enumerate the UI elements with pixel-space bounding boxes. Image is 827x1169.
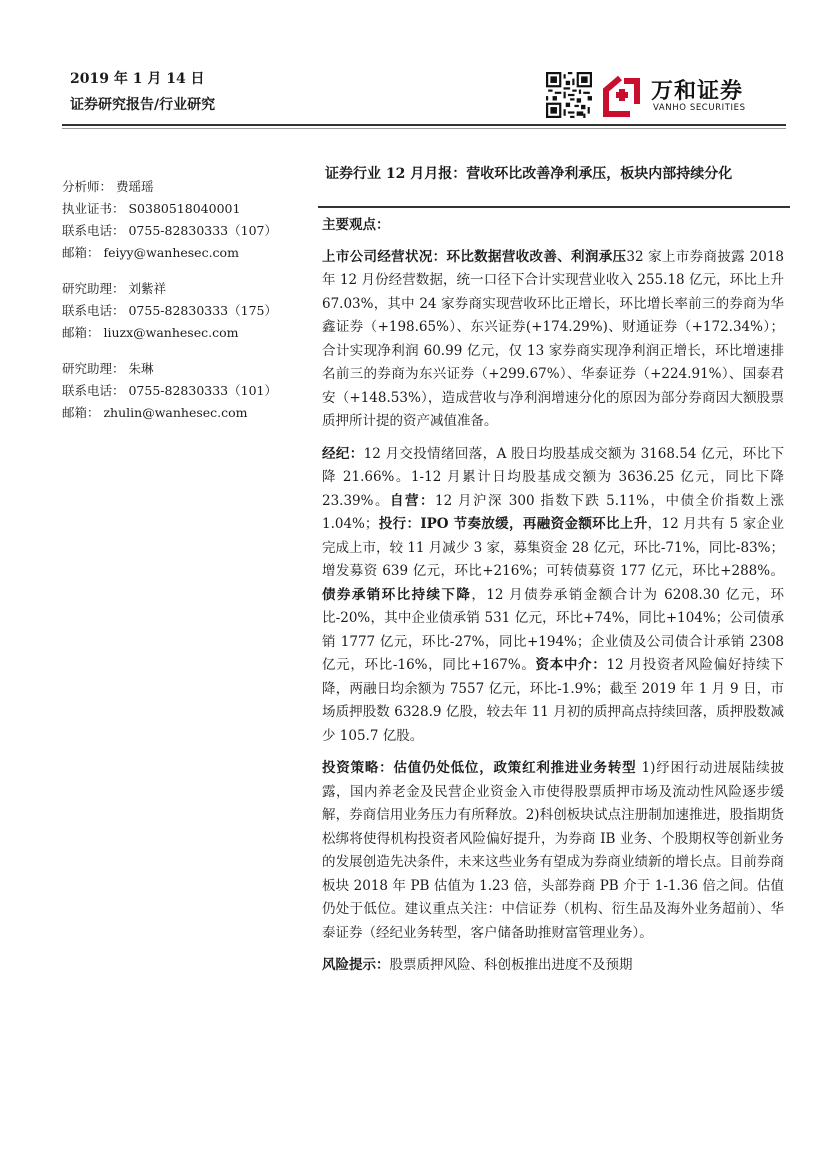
header-rule-thin [62,128,786,129]
paragraph-heading: 投资策略：估值仍处低位，政策红利推进业务转型 [322,760,637,776]
section-rule [318,206,790,208]
brand-name-en: VANHO SECURITIES [653,103,746,113]
paragraph-heading: 资本中介： [535,657,607,673]
assistant-name: 研究助理： 朱琳 [62,361,154,376]
paragraph-text: 32 家上市券商披露 2018 年 12 月份经营数据，统一口径下合计实现营业收入 255.18 亿元，环比上升 67.03%，其中 24 家券商实现营收环比正增长，环比增长率前三的券商为华鑫证券（+198.65%）、东兴证券(+174.29%)、财通证券（+172.34%）；合计实现净利润 60.99 亿元，仅 13 家券商实现净利润正增长，环比增速排名前三的券商为东兴证券（+299.67%）、华泰证券（+224.91%）、国泰君安（+148.53%），造成营收与净利润增速分化的原因为部分券商因大额股票质押所计提的资产减值准备。 [322,248,785,429]
paragraph-text: ，12 月债券承销金额合计为 6208.30 亿元，环比-20%，其中企业债承销 531 亿元，环比+74%，同比+104%；公司债承销 1777 亿元，环比-27%，同比+194%；企业债及公司债合计承销 2308 亿元，环比-16%，同比+167%。 [322,586,784,673]
paragraph-business [322,443,784,749]
paragraph-text: 12 月投资者风险偏好持续下降，两融日均余额为 7557 亿元，环比-1.9%；截至 2019 年 1 月 9 日，市场质押股数 6328.9 亿股，较去年 11 月初的质押高点持续回落，质押股数减少 105.7 亿股。 [322,657,784,744]
paragraph-heading: 风险提示： [322,957,390,973]
analyst-panel [62,176,312,438]
main-heading: 主要观点： [322,217,390,233]
analyst-block [62,176,312,264]
report-type: 证券研究报告/行业研究 [70,97,216,113]
analyst-email: 邮箱： feiyy@wanhesec.com [62,245,239,260]
assistant-block [62,358,312,424]
paragraph-heading: 自营： [389,492,435,509]
paragraph-heading: 上市公司经营状况：环比数据营收改善、利润承压 [322,248,627,265]
analyst-license: 执业证书： S0380518040001 [62,201,241,216]
analyst-name: 分析师： 费瑶瑶 [62,179,154,194]
assistant-email: 邮箱： liuzx@wanhesec.com [62,325,239,340]
paragraph-strategy [322,757,784,945]
paragraph-heading: 经纪： [322,445,364,462]
paragraph-text: 股票质押风险、科创板推出进度不及预期 [389,957,633,973]
paragraph-risk [322,954,784,978]
qr-code-icon [546,72,592,118]
paragraph-text: 12 月交投情绪回落，A 股日均股基成交额为 3168.54 亿元，环比下降 21.66%。1-12 月累计日均股基成交额为 3636.25 亿元，同比下降 23.39%。 [322,445,785,509]
paragraph-text: 12 月沪深 300 指数下跌 5.11%，中债全价指数上涨 1.04%； [322,492,785,532]
assistant-phone: 联系电话： 0755-82830333（101） [62,383,277,398]
analyst-phone: 联系电话： 0755-82830333（107） [62,223,277,238]
paragraph-text: 1)纾困行动进展陆续披露，国内养老金及民营企业资金入市使得股票质押市场及流动性风险逐步缓解，券商信用业务压力有所释放。2)科创板块试点注册制加速推进，股指期货松绑将使得机构投资者风险偏好提升，为券商 IB 业务、个股期权等创新业务的发展创造先决条件，未来这些业务有望成为券商业绩新的增长点。目前券商板块 2018 年 PB 估值为 1.23 倍，头部券商 PB 介于 1-1.36 倍之间。估值仍处于低位。建议重点关注：中信证券（机构、衍生品及海外业务超前）、华泰证券（经纪业务转型，客户储备助推财富管理业务）。 [322,760,785,941]
report-title: 证券行业 12 月月报：营收环比改善净利承压，板块内部持续分化 [325,166,733,182]
assistant-email: 邮箱： zhulin@wanhesec.com [62,405,248,420]
assistant-name: 研究助理： 刘紫祥 [62,281,166,296]
assistant-phone: 联系电话： 0755-82830333（175） [62,303,277,318]
paragraph-operations [322,246,784,434]
report-date: 2019 年 1 月 14 日 [70,71,205,87]
brand-logo-icon [600,74,646,118]
brand-name: 万和证券 [651,79,744,104]
paragraph-text: ，12 月共有 5 家企业完成上市，较 11 月减少 3 家，募集资金 28 亿元，环比-71%，同比-83%；增发募资 639 亿元，环比+216%；可转债募资 177 亿元，环比+288%。 [322,516,784,579]
paragraph-heading: 投行：IPO 节奏放缓，再融资金额环比上升 [378,516,648,532]
assistant-block [62,278,312,344]
main-content [322,214,784,987]
paragraph-heading: 债券承销环比持续下降 [322,586,472,603]
header-rule [62,124,786,126]
